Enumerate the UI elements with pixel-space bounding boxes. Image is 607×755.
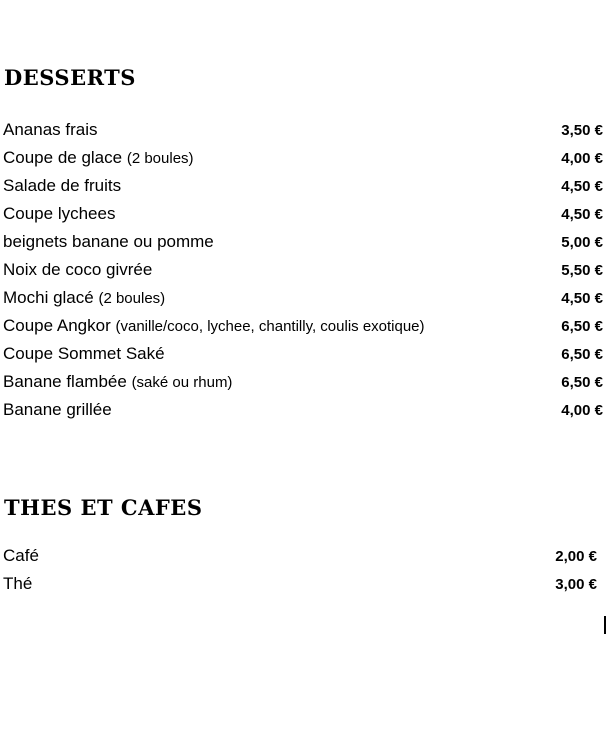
item-name xyxy=(3,172,121,200)
item-name xyxy=(3,284,165,313)
menu-item xyxy=(3,116,603,144)
menu-item xyxy=(3,340,603,368)
item-label: Noix de coco givrée xyxy=(3,260,153,279)
item-price: 6,50 € xyxy=(561,318,603,335)
desserts-list xyxy=(3,116,603,424)
menu-item xyxy=(3,256,603,284)
menu-item xyxy=(3,396,603,424)
menu-item xyxy=(3,368,603,396)
item-name xyxy=(3,396,112,424)
menu-item xyxy=(3,228,603,256)
item-label: Café xyxy=(3,546,39,565)
item-label: Salade de fruits xyxy=(3,176,122,195)
item-name xyxy=(3,340,165,368)
menu-item xyxy=(3,144,603,172)
item-name xyxy=(3,570,32,598)
item-price: 4,00 € xyxy=(561,402,603,419)
item-label: Coupe de glace xyxy=(3,148,123,167)
item-price: 6,50 € xyxy=(561,374,603,391)
item-detail: (saké ou rhum) xyxy=(131,374,233,391)
menu-item xyxy=(3,542,597,570)
item-name xyxy=(3,312,425,341)
item-label: Mochi glacé xyxy=(3,288,94,307)
item-detail: (vanille/coco, lychee, chantilly, coulis exotique) xyxy=(115,318,425,335)
item-name xyxy=(3,144,194,173)
item-price: 4,00 € xyxy=(561,150,603,167)
item-price: 4,50 € xyxy=(561,206,603,223)
item-detail: (2 boules) xyxy=(126,150,194,167)
thes-cafes-list xyxy=(3,542,597,598)
item-name xyxy=(3,368,232,397)
item-price: 3,50 € xyxy=(561,122,603,139)
item-label: Thé xyxy=(3,574,33,593)
menu-item xyxy=(3,200,603,228)
item-price: 4,50 € xyxy=(561,178,603,195)
item-name xyxy=(3,256,152,284)
menu-item xyxy=(3,312,603,340)
item-label: Banane grillée xyxy=(3,400,112,419)
item-price: 5,50 € xyxy=(561,262,603,279)
item-price: 3,00 € xyxy=(555,576,597,593)
item-label: Banane flambée xyxy=(3,372,127,391)
item-name xyxy=(3,116,98,144)
item-label: Coupe Sommet Saké xyxy=(3,344,165,363)
item-name xyxy=(3,542,39,570)
item-name xyxy=(3,228,214,256)
menu-item xyxy=(3,570,597,598)
menu-item xyxy=(3,284,603,312)
item-label: Coupe Angkor xyxy=(3,316,111,335)
item-price: 6,50 € xyxy=(561,346,603,363)
item-name xyxy=(3,200,115,228)
item-label: Coupe lychees xyxy=(3,204,116,223)
menu-item xyxy=(3,172,603,200)
desserts-section-title: DESSERTS xyxy=(4,65,136,90)
item-detail: (2 boules) xyxy=(98,290,166,307)
item-price: 4,50 € xyxy=(561,290,603,307)
item-price: 5,00 € xyxy=(561,234,603,251)
item-price: 2,00 € xyxy=(555,548,597,565)
thes-cafes-section-title: THES ET CAFES xyxy=(4,495,203,520)
item-label: beignets banane ou pomme xyxy=(3,232,214,251)
item-label: Ananas frais xyxy=(3,120,98,139)
page-edge-mark xyxy=(604,616,606,634)
